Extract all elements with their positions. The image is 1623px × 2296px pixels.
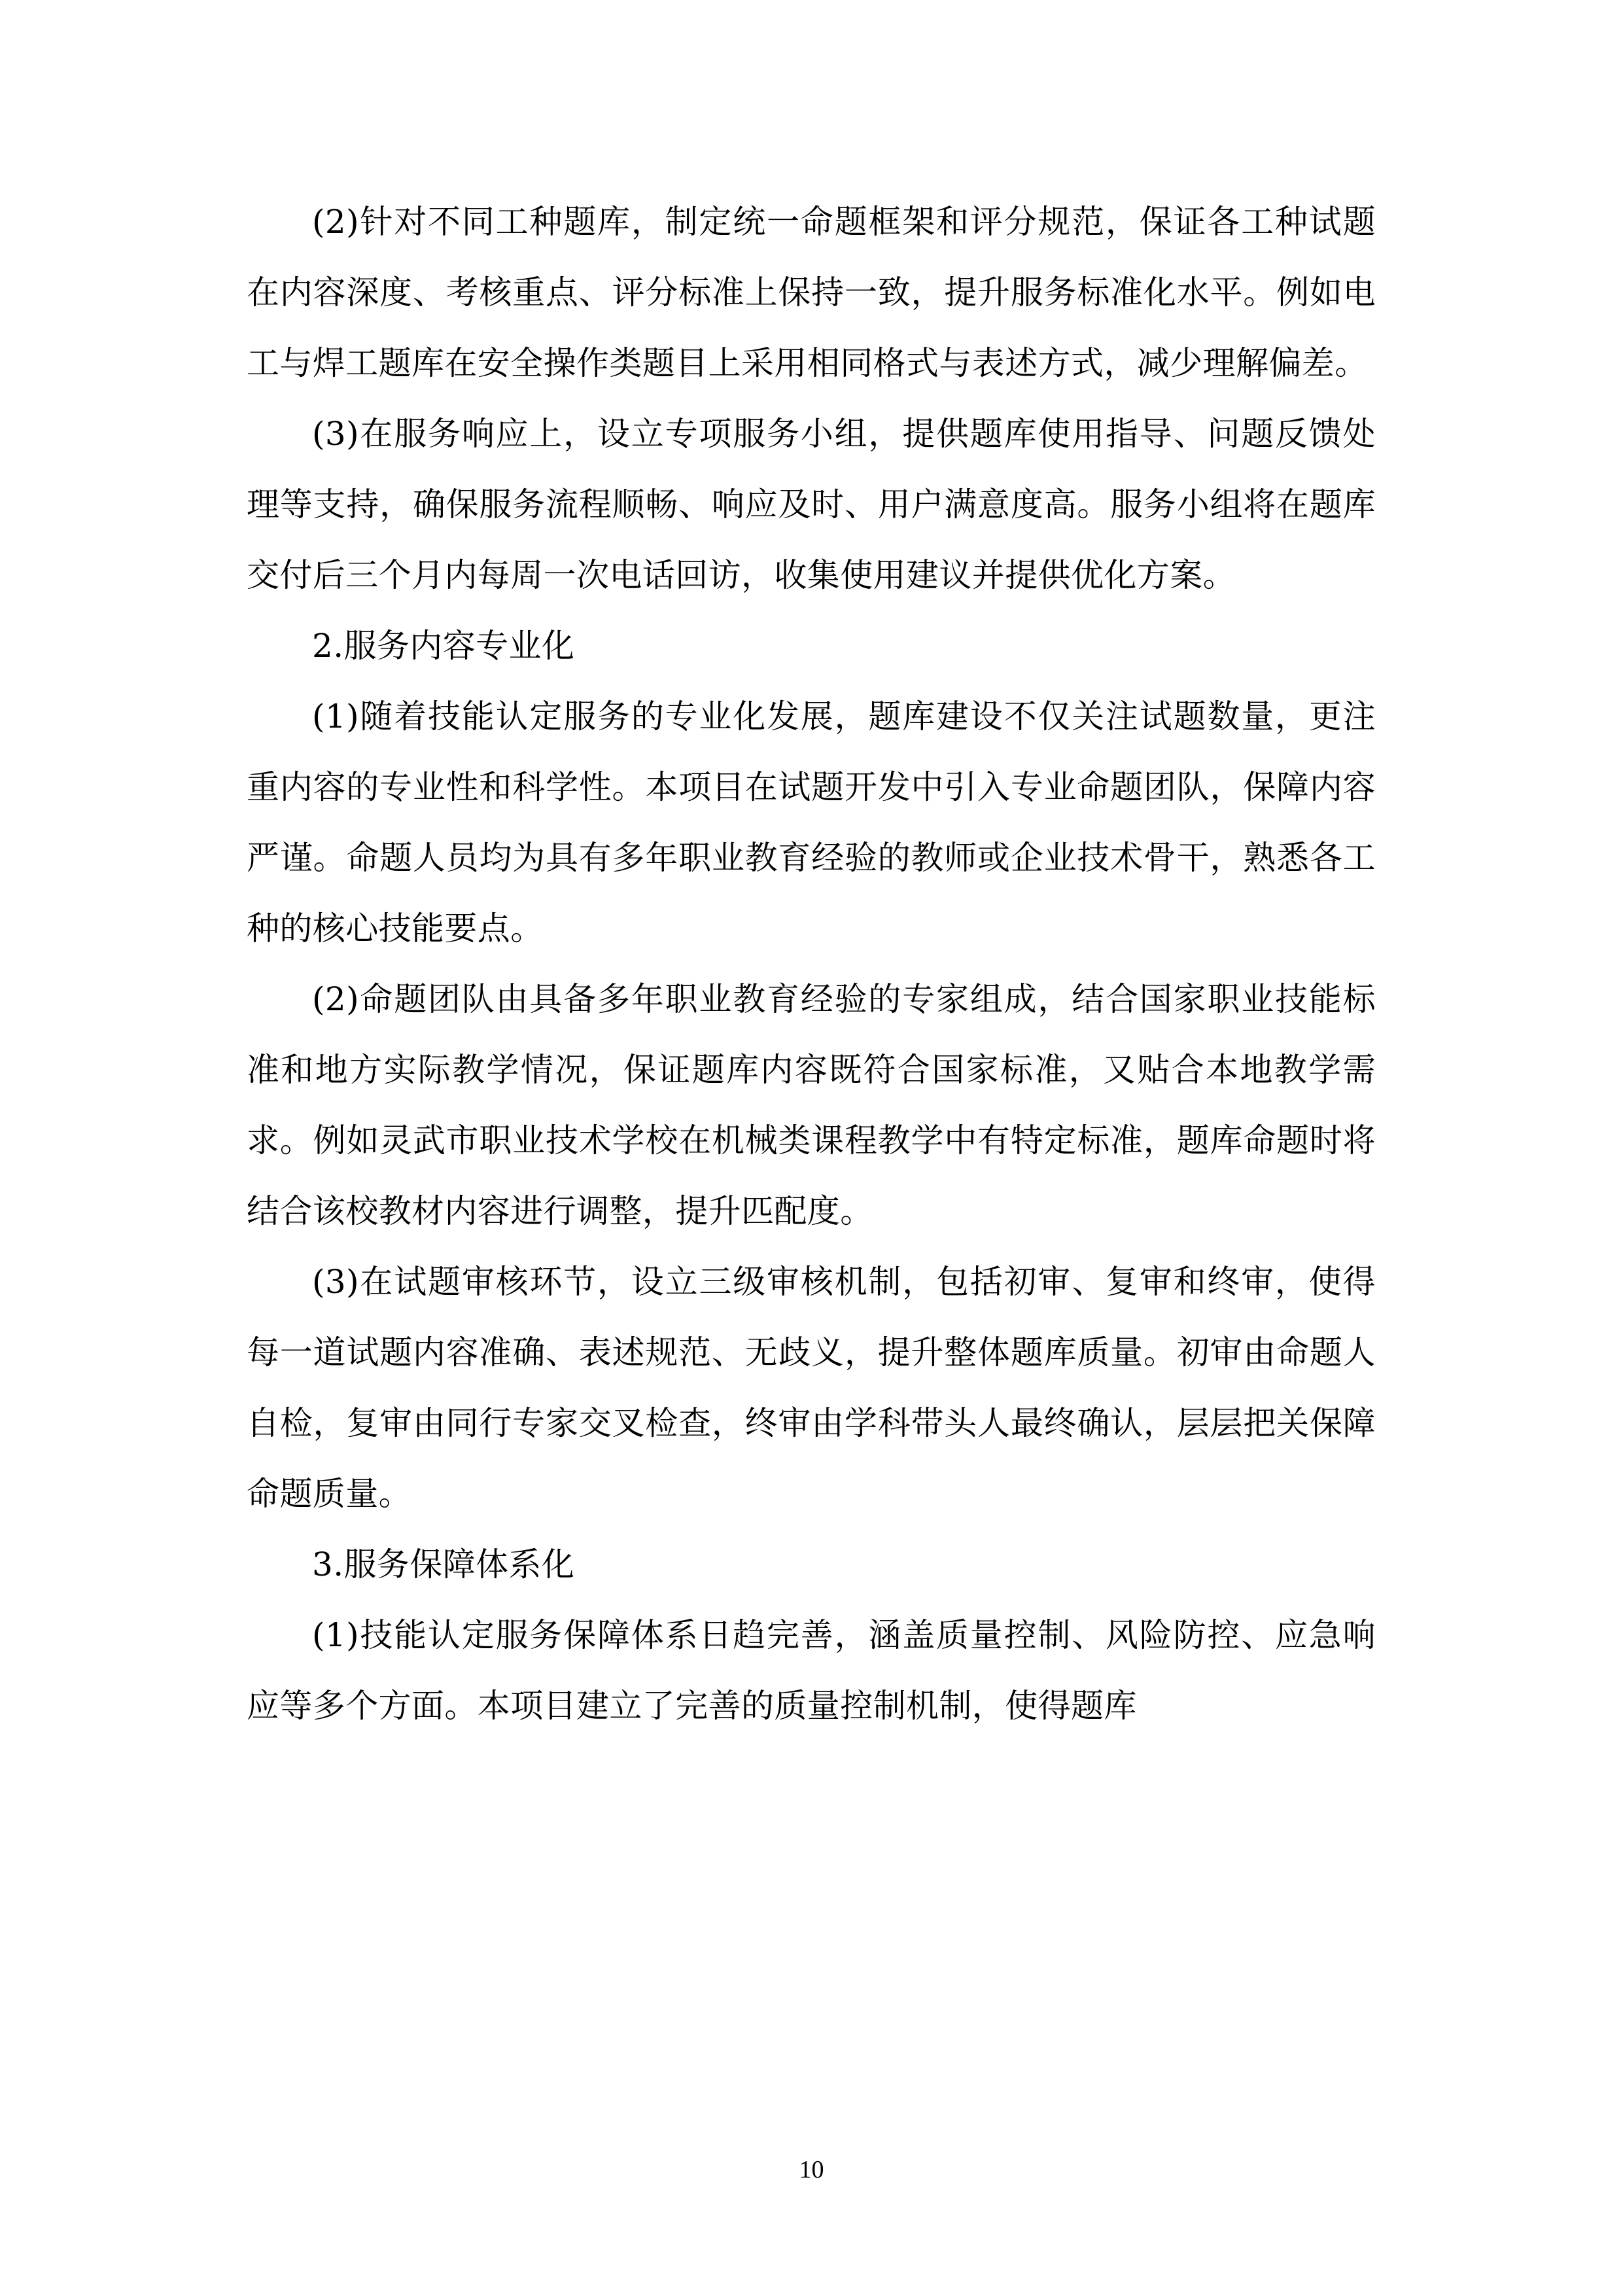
section-heading-professionalization: 2.服务内容专业化 (312, 627, 575, 665)
paragraph-professional-1: (1)随着技能认定服务的专业化发展，题库建设不仅关注试题数量，更注重内容的专业性和科学性。本项目在试题开发中引入专业命题团队，保障内容严谨。命题人员均为具有多年职业教育经验的教师或企业技术骨干，熟悉各工种的核心技能要点。 (247, 698, 1376, 947)
paragraph-service-response-3: (3)在服务响应上，设立专项服务小组，提供题库使用指导、问题反馈处理等支持，确保服务流程顺畅、响应及时、用户满意度高。服务小组将在题库交付后三个月内每周一次电话回访，收集使用建议并提供优化方案。 (247, 415, 1376, 594)
paragraph-review-mechanism-3: (3)在试题审核环节，设立三级审核机制，包括初审、复审和终审，使得每一道试题内容准确、表述规范、无歧义，提升整体题库质量。初审由命题人自检，复审由同行专家交叉检查，终审由学科带头人最终确认，层层把关保障命题质量。 (247, 1263, 1376, 1513)
paragraph-assurance-1: (1)技能认定服务保障体系日趋完善，涵盖质量控制、风险防控、应急响应等多个方面。本项目建立了完善的质量控制机制，使得题库 (247, 1616, 1376, 1725)
paragraph-standardization-2: (2)针对不同工种题库，制定统一命题框架和评分规范，保证各工种试题在内容深度、考核重点、评分标准上保持一致，提升服务标准化水平。例如电工与焊工题库在安全操作类题目上采用相同格式与表述方式，减少理解偏差。 (247, 203, 1376, 382)
page-number: 10 (799, 2156, 824, 2183)
section-heading-assurance-system: 3.服务保障体系化 (312, 1545, 575, 1583)
paragraph-professional-2: (2)命题团队由具备多年职业教育经验的专家组成，结合国家职业技能标准和地方实际教学情况，保证题库内容既符合国家标准，又贴合本地教学需求。例如灵武市职业技术学校在机械类课程教学中有特定标准，题库命题时将结合该校教材内容进行调整，提升匹配度。 (247, 980, 1376, 1230)
document-body (247, 186, 1376, 1741)
